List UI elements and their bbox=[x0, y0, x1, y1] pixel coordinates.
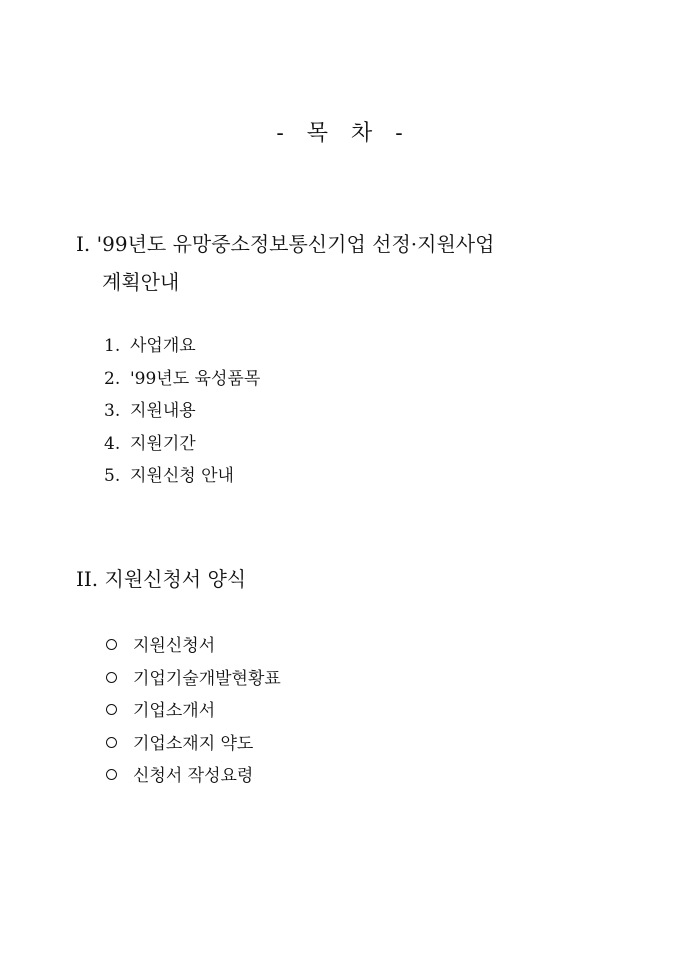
list-item-text: 신청서 작성요령 bbox=[133, 766, 254, 786]
list-item bbox=[106, 760, 281, 793]
section-2-heading-text: 지원신청서 양식 bbox=[104, 567, 247, 591]
list-item-text: 지원기간 bbox=[130, 433, 196, 454]
list-item bbox=[106, 630, 281, 663]
list-item-text: 지원신청 안내 bbox=[130, 466, 234, 486]
list-item-text: 지원신청서 bbox=[133, 636, 216, 656]
list-item-text: 지원내용 bbox=[130, 401, 196, 421]
section-2-list bbox=[106, 630, 281, 793]
list-item bbox=[106, 695, 281, 728]
list-item bbox=[106, 728, 281, 761]
section-1-heading bbox=[76, 225, 596, 301]
section-1-heading-line2: 계획안내 bbox=[102, 270, 180, 294]
list-item bbox=[106, 663, 281, 696]
section-2-numeral: II. bbox=[76, 567, 99, 591]
section-1-heading-line1: '99년도 유망중소정보통신기업 선정·지원사업 bbox=[96, 232, 495, 256]
list-item bbox=[104, 428, 260, 461]
section-1-list bbox=[104, 330, 260, 493]
circle-bullet-icon bbox=[106, 639, 117, 650]
list-item bbox=[104, 363, 260, 396]
list-item-number: 4. bbox=[104, 433, 121, 454]
section-2-heading bbox=[76, 560, 596, 598]
list-item-text: 기업소개서 bbox=[133, 701, 216, 721]
list-item bbox=[104, 395, 260, 428]
list-item-text: 기업소재지 약도 bbox=[133, 733, 254, 754]
circle-bullet-icon bbox=[106, 704, 117, 715]
list-item-number: 3. bbox=[104, 401, 121, 421]
list-item-number: 1. bbox=[104, 336, 121, 356]
list-item-number: 2. bbox=[104, 368, 121, 389]
circle-bullet-icon bbox=[106, 769, 117, 780]
page-title: - 목 차 - bbox=[276, 121, 404, 146]
section-1-numeral: I. bbox=[76, 232, 91, 256]
circle-bullet-icon bbox=[106, 737, 117, 748]
list-item-text: '99년도 육성품목 bbox=[130, 368, 261, 389]
list-item-number: 5. bbox=[104, 466, 121, 486]
list-item-text: 기업기술개발현황표 bbox=[133, 668, 281, 689]
list-item bbox=[104, 460, 260, 493]
circle-bullet-icon bbox=[106, 672, 117, 683]
list-item bbox=[104, 330, 260, 363]
list-item-text: 사업개요 bbox=[130, 336, 196, 356]
